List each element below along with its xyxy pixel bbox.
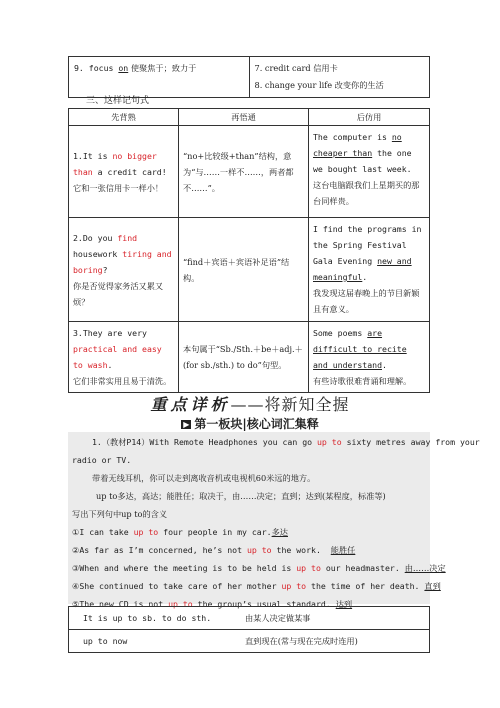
- text: 3.They are very: [73, 328, 147, 338]
- vocab-box: [68, 432, 480, 609]
- example-4: [72, 581, 441, 592]
- highlight: up to: [296, 563, 321, 573]
- text: 1.（教材P14）With Remote Headphones you can go: [92, 437, 317, 447]
- text: The computer is: [313, 132, 392, 142]
- translation: 这台电脑跟我们上星期买的那台同样贵。: [313, 180, 420, 206]
- section3-title: 三、这样记句式: [86, 96, 150, 106]
- row3-explanation: 本句属于“Sb./Sth.＋be＋adj.＋(for sb./sth.) to do”句型。: [179, 322, 309, 393]
- text: the group’s usual standard.: [192, 599, 331, 609]
- answer: are difficult to recite and understand: [313, 328, 407, 370]
- text: I find the programs in the Spring Festival Gala Evening: [313, 224, 422, 266]
- text: housework: [73, 248, 123, 259]
- phrase-table: [68, 606, 430, 653]
- heading-bold: 重点详析: [150, 395, 231, 414]
- heading-rest: ——将新知全握: [230, 395, 350, 414]
- subheading-text: 第一板块|核心词汇集释: [194, 417, 319, 431]
- example-1: [72, 527, 288, 538]
- phrase-en: up to now: [69, 630, 231, 653]
- answer: 多达: [271, 527, 288, 537]
- text: ?: [102, 264, 108, 275]
- focus-on-meaning: 使聚焦于；致力于: [128, 63, 197, 73]
- phrase-cn: 直到现在(常与现在完成时连用): [231, 630, 430, 653]
- answer: 由……决定: [404, 563, 446, 573]
- item1-line2: radio or TV.: [72, 455, 132, 465]
- text: the time of her death.: [306, 581, 420, 591]
- text: 1.It is: [73, 150, 113, 161]
- header-memorize: 先背熟: [69, 109, 179, 126]
- translation: 它们非常实用且易于清洗。: [73, 376, 172, 386]
- phrase-en: It is up to sb. to do sth.: [69, 607, 231, 630]
- focus-on-key: on: [118, 63, 129, 73]
- text: ②As far as I’m concerned, he’s not: [72, 545, 247, 555]
- text: ④She continued to take care of her mother: [72, 581, 282, 591]
- text: ③When and where the meeting is to be held is: [72, 563, 297, 573]
- highlight: up to: [281, 581, 307, 591]
- instruction: 写出下列句中up to的含义: [72, 509, 168, 519]
- highlight: practical and easy to wash: [73, 344, 162, 370]
- header-imitate: 后仿用: [309, 109, 430, 126]
- row2-imitation: [309, 218, 430, 322]
- translation: 带着无线耳机，你可以走到离收音机或电视机60米远的地方。: [92, 473, 316, 483]
- text: Some poems: [313, 328, 368, 338]
- answer: 直到: [424, 581, 441, 591]
- translation: 我发现这届春晚上的节目新颖且有意义。: [313, 288, 420, 314]
- text: sixty metres away from your: [341, 437, 480, 447]
- example-3: [72, 563, 446, 574]
- top-vocab-table: [68, 56, 430, 98]
- translation: 有些诗歌很难背诵和理解。: [313, 376, 412, 386]
- text: .: [382, 360, 387, 370]
- answer: 能胜任: [330, 545, 356, 555]
- header-understand: 再悟通: [179, 109, 309, 126]
- row2-example: [69, 218, 179, 322]
- text: .: [362, 272, 368, 282]
- highlight: up to: [133, 527, 159, 537]
- row3-example: [69, 322, 179, 393]
- row1-imitation: [309, 126, 430, 218]
- top-table-left-cell: [69, 57, 250, 98]
- highlight: up to: [317, 437, 342, 447]
- text: four people in my car.: [158, 527, 272, 537]
- definition: up to多达，高达；能胜任；取决于，由……决定；直到；达到(某程度，标准等): [96, 491, 386, 501]
- table-row: [69, 630, 430, 653]
- table-row: [69, 322, 430, 393]
- phrase-cn: 由某人决定做某事: [231, 607, 430, 630]
- highlight: no bigger than: [73, 150, 157, 177]
- text: .: [107, 360, 113, 370]
- focus-on-prefix: 9. focus: [74, 63, 119, 73]
- text: the one we bought last week.: [313, 148, 412, 174]
- table-row: [69, 218, 430, 322]
- play-arrow-icon: ▶: [183, 420, 190, 429]
- row1-explanation: “no+比较级+than”结构，意为“与……一样不……，两者都不……”。: [179, 126, 309, 218]
- answer: new and meaningful: [313, 256, 412, 282]
- sentence-pattern-table: [68, 108, 430, 393]
- row3-imitation: [309, 322, 430, 393]
- change-life-item: 8. change your life 改变你的生活: [254, 80, 384, 90]
- highlight: find: [117, 232, 138, 243]
- text: 2.Do you: [73, 232, 118, 243]
- table-row: [69, 607, 430, 630]
- answer: 达到: [335, 599, 353, 609]
- translation: 你是否觉得家务活又累又烦？: [73, 280, 164, 307]
- row2-explanation: “find＋宾语＋宾语补足语”结构。: [179, 218, 309, 322]
- row1-example: [69, 126, 179, 218]
- text: our headmaster.: [320, 563, 400, 573]
- table-row: [69, 126, 430, 218]
- translation: 它和一张信用卡一样小！: [73, 182, 164, 193]
- answer: no cheaper than: [313, 132, 402, 158]
- top-table-right-cell: [249, 57, 430, 98]
- block-subheading: [0, 415, 500, 432]
- example-2: [72, 545, 355, 556]
- text: a credit card!: [92, 166, 167, 177]
- item1-line1: [92, 437, 480, 448]
- text: ⑤The new CD is not: [72, 599, 169, 609]
- highlight: up to: [168, 599, 193, 609]
- text: ①I can take: [72, 527, 134, 537]
- text: the work.: [271, 545, 321, 555]
- credit-card-item: 7. credit card 信用卡: [254, 63, 338, 73]
- section-heading: [0, 392, 500, 415]
- table-header-row: [69, 109, 430, 126]
- highlight: up to: [246, 545, 272, 555]
- highlight: tiring and boring: [73, 248, 172, 275]
